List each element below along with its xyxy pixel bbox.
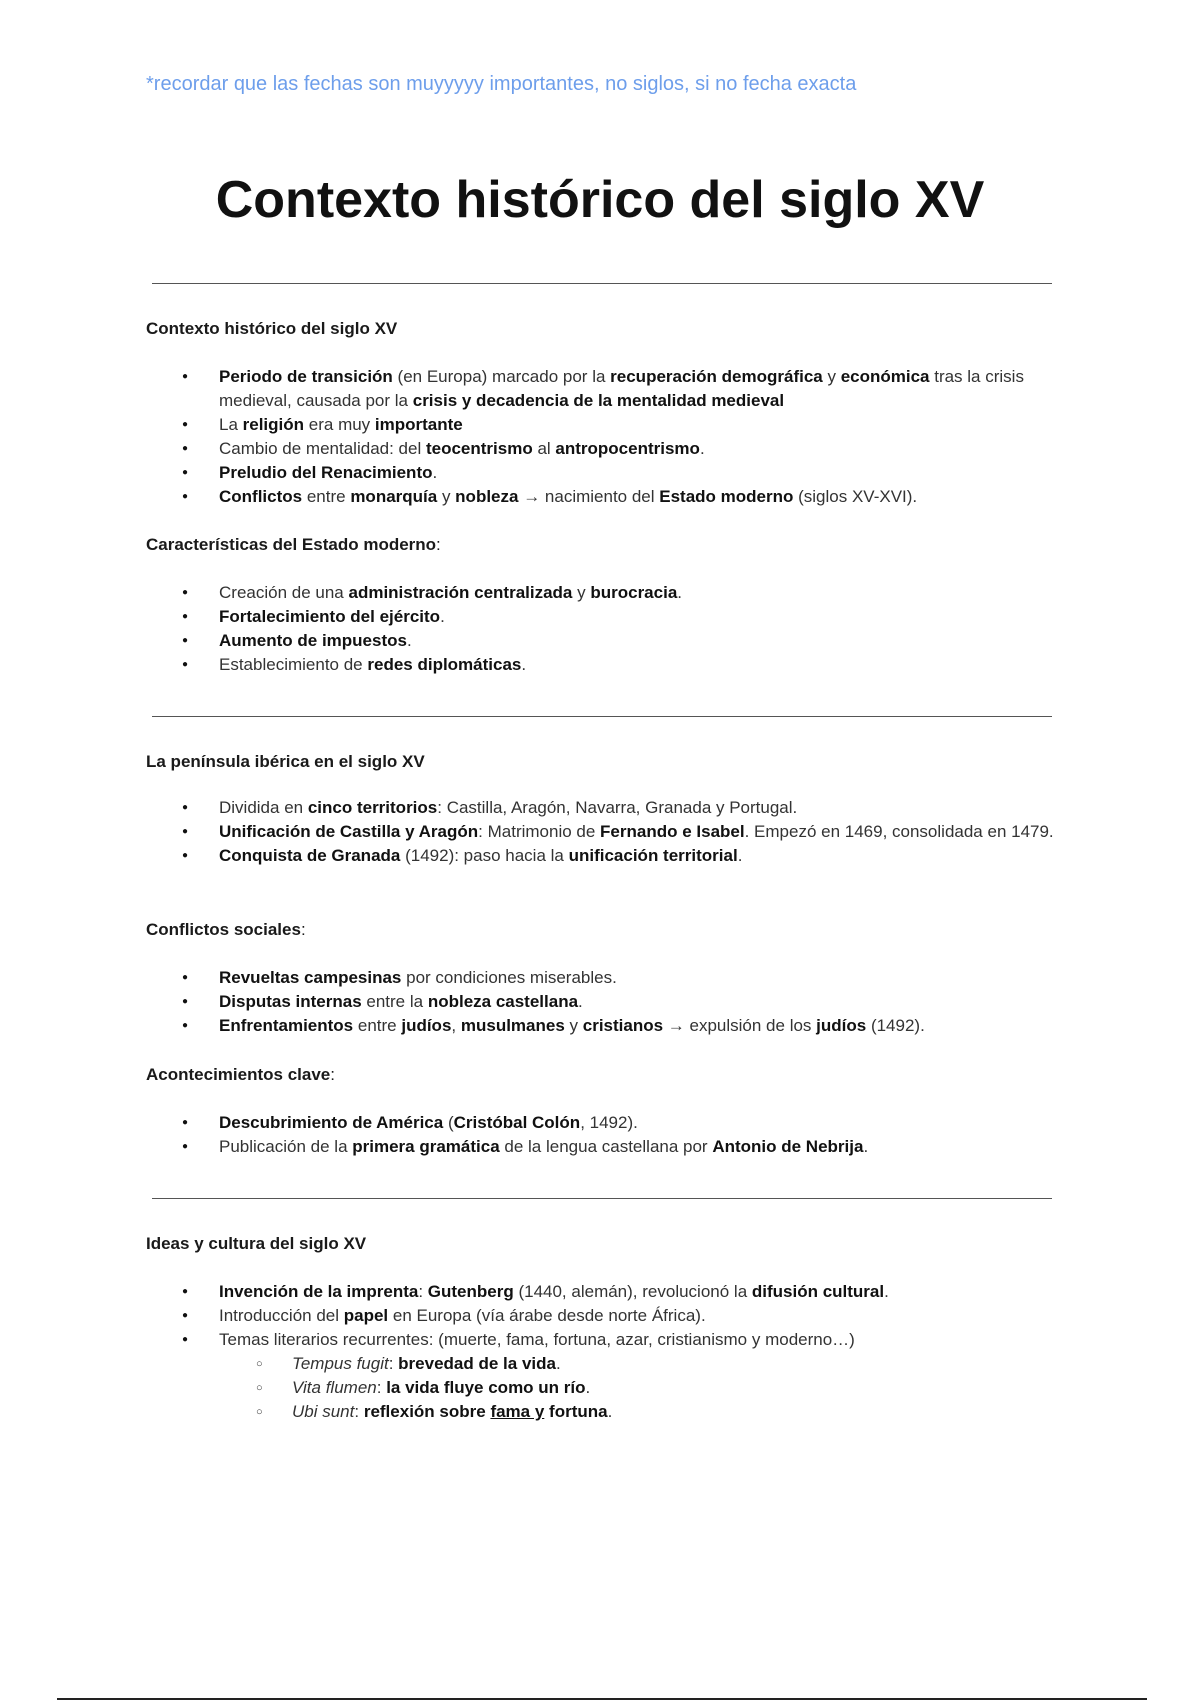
list-item: ● Aumento de impuestos. bbox=[146, 629, 1066, 653]
page-title: Contexto histórico del siglo XV bbox=[215, 171, 985, 229]
list-item: ● Dividida en cinco territorios: Castilla, Aragón, Navarra, Granada y Portugal. bbox=[146, 796, 1066, 820]
sub-list-item: ○ Tempus fugit: brevedad de la vida. bbox=[219, 1352, 1066, 1376]
list-item: ● Establecimiento de redes diplomáticas. bbox=[146, 653, 1066, 677]
section-heading: Acontecimientos clave: bbox=[146, 1065, 335, 1084]
bullet-list bbox=[146, 581, 1066, 677]
list-item: ● Disputas internas entre la nobleza castellana. bbox=[146, 990, 1066, 1014]
list-item: ● Unificación de Castilla y Aragón: Matrimonio de Fernando e Isabel. Empezó en 1469, consolidada en 1479. bbox=[146, 820, 1066, 844]
list-item: ● Conquista de Granada (1492): paso hacia la unificación territorial. bbox=[146, 844, 1066, 868]
section-acontecimientos bbox=[146, 1063, 1066, 1159]
list-item: ● Invención de la imprenta: Gutenberg (1440, alemán), revolucionó la difusión cultural. bbox=[146, 1280, 1066, 1304]
section-heading: Conflictos sociales: bbox=[146, 920, 306, 939]
section-peninsula bbox=[146, 750, 1066, 868]
divider bbox=[152, 1198, 1052, 1199]
divider bbox=[152, 716, 1052, 717]
list-item: ● Conflictos entre monarquía y nobleza → nacimiento del Estado moderno (siglos XV-XVI). bbox=[146, 485, 1066, 509]
sub-list bbox=[219, 1352, 1066, 1424]
bullet-list bbox=[146, 1111, 1066, 1159]
divider bbox=[152, 283, 1052, 284]
list-item: ● Descubrimiento de América (Cristóbal Colón, 1492). bbox=[146, 1111, 1066, 1135]
sub-list-item: ○ Vita flumen: la vida fluye como un río. bbox=[219, 1376, 1066, 1400]
sub-list-item: ○ Ubi sunt: reflexión sobre fama y fortuna. bbox=[219, 1400, 1066, 1424]
list-item: ● Revueltas campesinas por condiciones miserables. bbox=[146, 966, 1066, 990]
list-item: ● La religión era muy importante bbox=[146, 413, 1066, 437]
list-item: ● Fortalecimiento del ejército. bbox=[146, 605, 1066, 629]
bullet-list bbox=[146, 365, 1066, 509]
list-item: ● Enfrentamientos entre judíos, musulmanes y cristianos → expulsión de los judíos (1492). bbox=[146, 1014, 1066, 1038]
list-item: ● Temas literarios recurrentes: (muerte, fama, fortuna, azar, cristianismo y moderno…) ○ Tempus fugit: brevedad de la vida. ○ Vita flumen: la vida fluye como un río. ○ Ubi sunt: reflexión sobre fama y fortuna. bbox=[146, 1328, 1066, 1424]
list-item: ● Cambio de mentalidad: del teocentrismo al antropocentrismo. bbox=[146, 437, 1066, 461]
list-item: ● Introducción del papel en Europa (vía árabe desde norte África). bbox=[146, 1304, 1066, 1328]
section-heading: Contexto histórico del siglo XV bbox=[146, 319, 398, 338]
section-estado-moderno bbox=[146, 533, 1066, 677]
bullet-list bbox=[146, 1280, 1066, 1424]
section-heading: Ideas y cultura del siglo XV bbox=[146, 1234, 367, 1253]
section-conflictos bbox=[146, 918, 1066, 1038]
bullet-list bbox=[146, 796, 1066, 868]
list-item: ● Creación de una administración centralizada y burocracia. bbox=[146, 581, 1066, 605]
list-item: ● Publicación de la primera gramática de la lengua castellana por Antonio de Nebrija. bbox=[146, 1135, 1066, 1159]
list-item: ● Preludio del Renacimiento. bbox=[146, 461, 1066, 485]
section-heading: Características del Estado moderno: bbox=[146, 535, 441, 554]
section-contexto bbox=[146, 317, 1066, 509]
list-item: ● Periodo de transición (en Europa) marcado por la recuperación demográfica y económica tras la crisis medieval, causada por la crisis y decadencia de la mentalidad medieval bbox=[146, 365, 1066, 413]
bullet-list bbox=[146, 966, 1066, 1038]
section-ideas-cultura bbox=[146, 1232, 1066, 1424]
section-heading: La península ibérica en el siglo XV bbox=[146, 752, 425, 771]
reminder-note: *recordar que las fechas son muyyyyy importantes, no siglos, si no fecha exacta bbox=[146, 73, 857, 95]
